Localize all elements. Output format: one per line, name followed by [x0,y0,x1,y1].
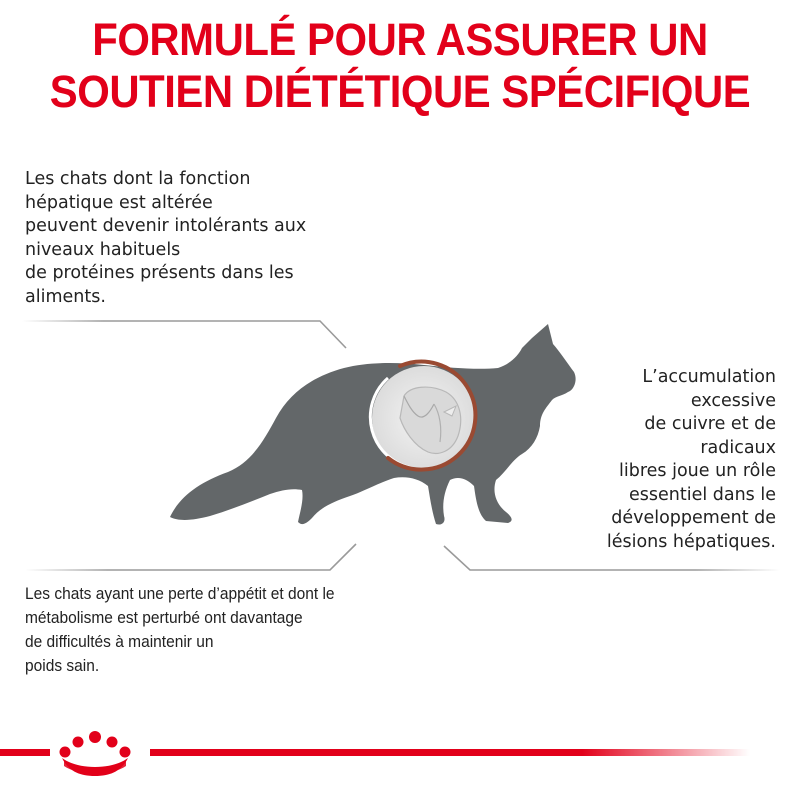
liver-icon [370,362,476,470]
text-line: peuvent devenir intolérants aux [25,216,307,236]
connector-line-bottom-left [25,544,356,570]
brand-footer [0,731,750,776]
connector-line-top-left [22,321,346,348]
crown-logo-icon [60,731,131,776]
text-line: métabolisme est perturbé ont davantage [25,609,303,627]
text-line: essentiel dans le [628,484,776,505]
text-line: radicaux [700,437,776,458]
text-line: L’accumulation [642,367,776,387]
connector-line-right [444,546,780,570]
text-line: développement de [611,508,776,528]
text-line: lésions hépatiques. [606,531,776,552]
title-line-1: FORMULÉ POUR ASSURER UN [92,14,708,65]
text-line: hépatique est altérée [25,192,213,213]
text-line: excessive [690,390,776,411]
text-line: de cuivre et de [644,414,776,434]
text-line: de difficultés à maintenir un [25,633,214,651]
text-line: libres joue un rôle [619,461,776,481]
text-line: niveaux habituels [25,239,181,260]
brand-line-right [150,749,750,756]
text-line: Les chats dont la fonction [25,169,251,189]
text-line: poids sain. [25,657,100,675]
text-line: de protéines présents dans les [25,263,294,283]
brand-line-left [0,749,50,756]
title-line-2: SOUTIEN DIÉTÉTIQUE SPÉCIFIQUE [49,66,751,117]
text-line: Les chats ayant une perte d’appétit et dont le [25,585,335,603]
text-line: aliments. [25,286,106,307]
